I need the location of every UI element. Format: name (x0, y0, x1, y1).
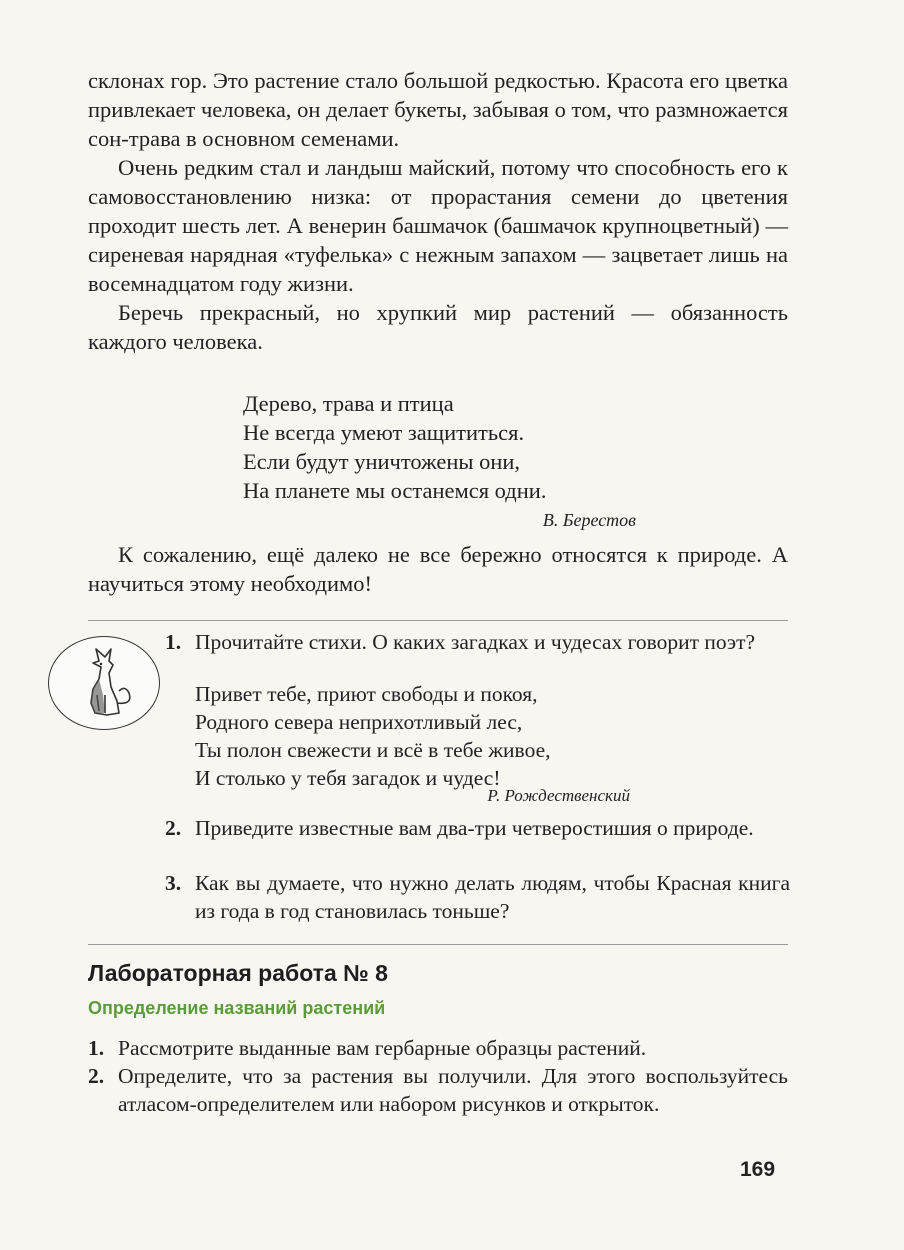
question-number: 3. (165, 871, 182, 895)
poem-author: Р. Рождественский (487, 786, 630, 805)
step-text: Рассмотрите выданные вам гербарные образцы растений. (118, 1036, 647, 1060)
question-text: Как вы думаете, что нужно делать людям, чтобы Красная книга из года в год становилась тоньше? (195, 871, 790, 923)
lab-subtitle: Определение названий растений (88, 998, 386, 1018)
poem-author: В. Берестов (542, 510, 636, 530)
question-text: Приведите известные вам два-три четверостишия о природе. (195, 816, 754, 840)
step-text: Определите, что за растения вы получили. Для этого воспользуйтесь атласом-определителем или набором рисунков и открыток. (118, 1064, 788, 1116)
poem-line: Родного севера неприхотливый лес, (195, 710, 523, 734)
paragraph: Очень редким стал и ландыш майский, потому что способность его к самовосстановлению низка: от прорастания семени до цветения проходит шесть лет. А венерин башмачок (башмачок крупноцветный) — сиреневая нарядная «туфелька» с нежным запахом — зацветает лишь на восемнадцатом году жизни. (88, 155, 788, 296)
poem-line: И столько у тебя загадок и чудес! (195, 766, 501, 790)
poem-line: Ты полон свежести и всё в тебе живое, (195, 738, 551, 762)
poem-line: На планете мы останемся одни. (243, 478, 547, 503)
fox-icon (48, 636, 160, 730)
page-number: 169 (740, 1158, 776, 1181)
poem-line: Дерево, трава и птица (243, 391, 454, 416)
paragraph: Беречь прекрасный, но хрупкий мир растений — обязанность каждого человека. (88, 300, 788, 354)
section-divider (88, 620, 788, 621)
lab-title: Лабораторная работа № 8 (88, 960, 388, 986)
step-number: 2. (88, 1064, 105, 1088)
paragraph: склонах гор. Это растение стало большой редкостью. Красота его цветка привлекает человека, он делает букеты, забывая о том, что размножается сон-трава в основном семенами. (88, 68, 788, 151)
closing-paragraph: К сожалению, ещё далеко не все бережно относятся к природе. А научиться этому необходимо! (88, 542, 788, 596)
poem-line: Привет тебе, приют свободы и покоя, (195, 682, 538, 706)
step-number: 1. (88, 1036, 105, 1060)
poem-rozhdestvensky (195, 680, 551, 792)
poem-line: Не всегда умеют защититься. (243, 420, 525, 445)
question-number: 2. (165, 816, 182, 840)
question-number: 1. (165, 630, 182, 654)
question-text: Прочитайте стихи. О каких загадках и чудесах говорит поэт? (195, 630, 756, 654)
poem-berestov (243, 389, 643, 505)
body-text (88, 66, 788, 356)
poem-line: Если будут уничтожены они, (243, 449, 521, 474)
section-divider (88, 944, 788, 945)
